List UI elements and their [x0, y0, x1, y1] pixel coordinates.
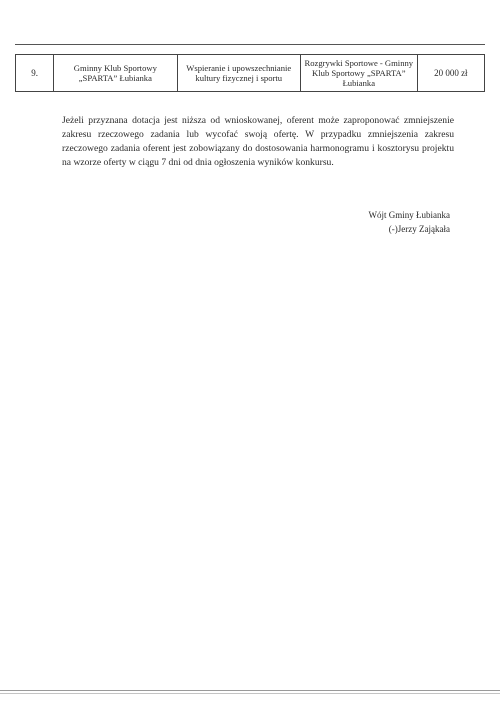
amount-cell: 20 000 zł — [417, 55, 484, 92]
signature-position: Wójt Gminy Łubianka — [368, 210, 450, 220]
signature-name: (-)Jerzy Zająkała — [388, 224, 450, 234]
organization-cell: Gminny Klub Sportowy „SPARTA” Łubianka — [54, 55, 177, 92]
signature-block — [330, 208, 450, 236]
footer-rule — [0, 690, 500, 691]
body-paragraph: Jeżeli przyznana dotacja jest niższa od wnioskowanej, oferent może zaproponować zmniejszenie zakresu rzeczowego zadania lub wycofać swoją ofertę. W przypadku zmniejszenia zakresu rzeczowego zadania oferent jest zobowiązany do dostosowania harmonogramu i kosztorysu projektu na wzorze oferty w ciągu 7 dni od dnia ogłoszenia wyników konkursu. — [62, 115, 454, 168]
task-cell: Wspieranie i upowszechnianie kultury fizycznej i sportu — [177, 55, 300, 92]
footer-rule-secondary — [0, 693, 500, 694]
top-page-rule — [15, 44, 485, 45]
table-row — [16, 55, 485, 92]
task-title-cell: Rozgrywki Sportowe - Gminny Klub Sportowy „SPARTA” Łubianka — [300, 55, 417, 92]
grant-table — [15, 54, 485, 92]
row-number: 9. — [16, 55, 54, 92]
